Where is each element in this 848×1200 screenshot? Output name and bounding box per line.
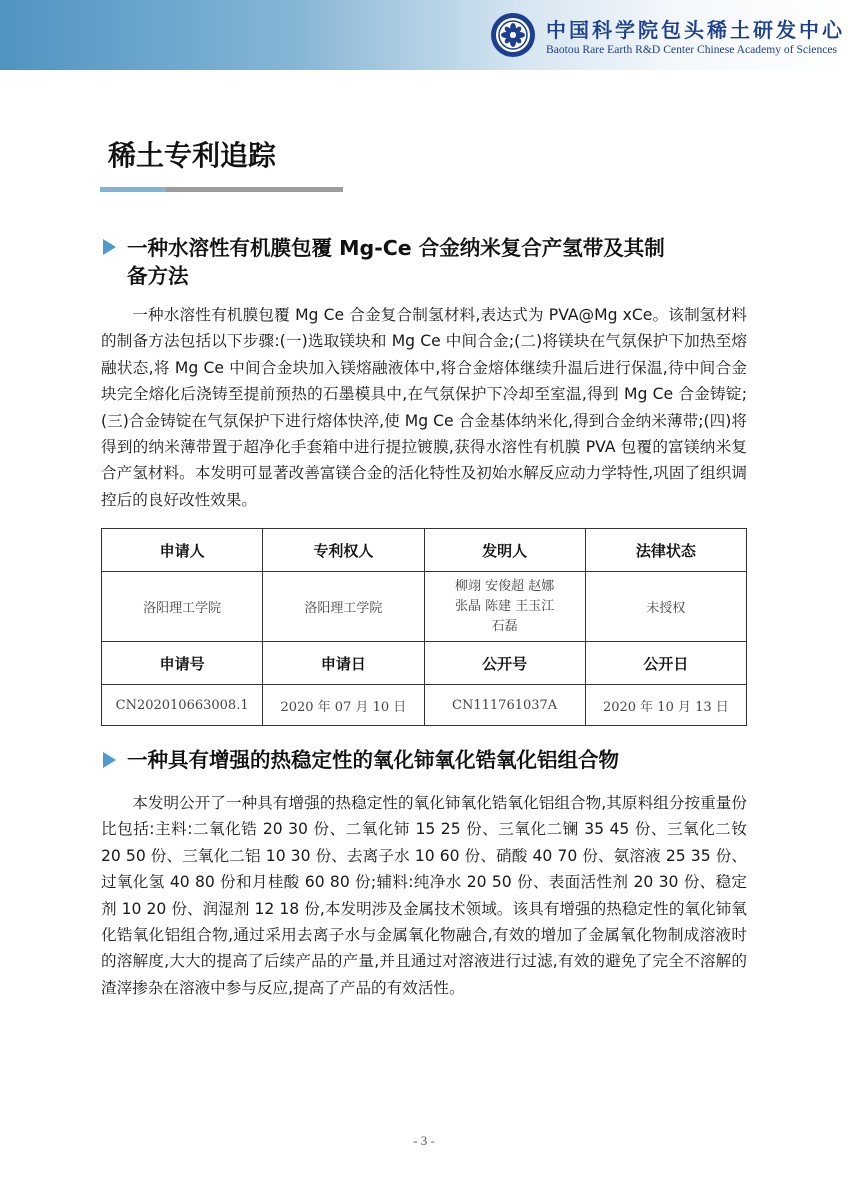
org-name-en: Baotou Rare Earth R&D Center Chinese Academy of Sciences — [546, 43, 838, 56]
title-underline — [166, 187, 343, 192]
patent-1-title-line2: 备方法 — [127, 264, 189, 288]
table-row — [102, 572, 747, 642]
publication-no-value: CN111761037A — [424, 685, 585, 726]
table-row — [102, 685, 747, 726]
table-header-row — [102, 529, 747, 572]
header-application-date: 申请日 — [263, 642, 424, 685]
header-patentee: 专利权人 — [263, 529, 424, 572]
cas-emblem-icon — [490, 12, 536, 58]
legal-status-value: 未授权 — [585, 572, 746, 642]
patent-2-abstract: 本发明公开了一种具有增强的热稳定性的氧化铈氧化锆氧化铝组合物,其原料组分按重量份比包括:主料:二氧化锆 20 30 份、二氧化铈 15 25 份、三氧化二镧 35 45 份、三氧化二钕 20 50 份、三氧化二铝 10 30 份、去离子水 10 60 份、硝酸 40 70 份、氨溶液 25 35 份、过氧化氢 40 80 份和月桂酸 60 80 份;辅料:纯净水 20 50 份、表面活性剂 20 30 份、稳定剂 10 20 份、润湿剂 12 18 份,本发明涉及金属技术领域。该具有增强的热稳定性的氧化铈氧化锆氧化铝组合物,通过采用去离子水与金属氧化物融合,有效的增加了金属氧化物制成溶液时的溶解度,大大的提高了后续产品的产量,并且通过对溶液进行过滤,有效的避免了完全不溶解的渣滓掺杂在溶液中参与反应,提高了产品的有效活性。 — [101, 794, 747, 997]
applicant-value: 洛阳理工学院 — [102, 572, 263, 642]
header-legal-status: 法律状态 — [585, 529, 746, 572]
patent-1-title-line1: 一种水溶性有机膜包覆 Mg-Ce 合金纳米复合产氢带及其制 — [127, 236, 665, 260]
bullet-arrow-icon — [103, 239, 116, 255]
application-date-value: 2020 年 07 月 10 日 — [263, 685, 424, 726]
header-publication-no: 公开号 — [424, 642, 585, 685]
header-applicant: 申请人 — [102, 529, 263, 572]
header-publication-date: 公开日 — [585, 642, 746, 685]
inventors-value — [424, 572, 585, 642]
patent-2-title: 一种具有增强的热稳定性的氧化铈氧化锆氧化铝组合物 — [127, 748, 619, 772]
publication-date-value: 2020 年 10 月 13 日 — [585, 685, 746, 726]
org-name-cn: 中国科学院包头稀土研发中心 — [546, 18, 845, 42]
patent-1-info-table — [101, 528, 747, 726]
table-header-row — [102, 642, 747, 685]
header-application-no: 申请号 — [102, 642, 263, 685]
patentee-value: 洛阳理工学院 — [263, 572, 424, 642]
section-title: 稀土专利追踪 — [108, 139, 277, 172]
patent-1-abstract: 一种水溶性有机膜包覆 Mg Ce 合金复合制氢材料,表达式为 PVA@Mg xCe。该制氢材料的制备方法包括以下步骤:(一)选取镁块和 Mg Ce 中间合金;(二)将镁块在气氛保护下加热至熔融状态,将 Mg Ce 中间合金块加入镁熔融液体中,将合金熔体继续升温后进行保温,待中间合金块完全熔化后浇铸至提前预热的石墨模具中,在气氛保护下冷却至室温,得到 Mg Ce 合金铸锭;(三)合金铸锭在气氛保护下进行熔体快淬,使 Mg Ce 合金基体纳米化,得到合金纳米薄带;(四)将得到的纳米薄带置于超净化手套箱中进行提拉镀膜,获得水溶性有机膜 PVA 包覆的富镁纳米复合产氢材料。本发明可显著改善富镁合金的活化特性及初始水解反应动力学特性,巩固了组织调控后的良好改性效果。 — [101, 306, 747, 509]
bullet-arrow-icon — [103, 752, 116, 768]
application-no-value: CN202010663008.1 — [102, 685, 263, 726]
inventors-line1: 柳翊 安俊超 赵娜 — [454, 578, 555, 594]
title-underline-accent — [100, 187, 166, 192]
page-number: - 3 - — [413, 1133, 435, 1148]
header-inventors: 发明人 — [424, 529, 585, 572]
inventors-line3: 石磊 — [491, 618, 518, 634]
inventors-line2: 张晶 陈建 王玉江 — [454, 598, 555, 614]
